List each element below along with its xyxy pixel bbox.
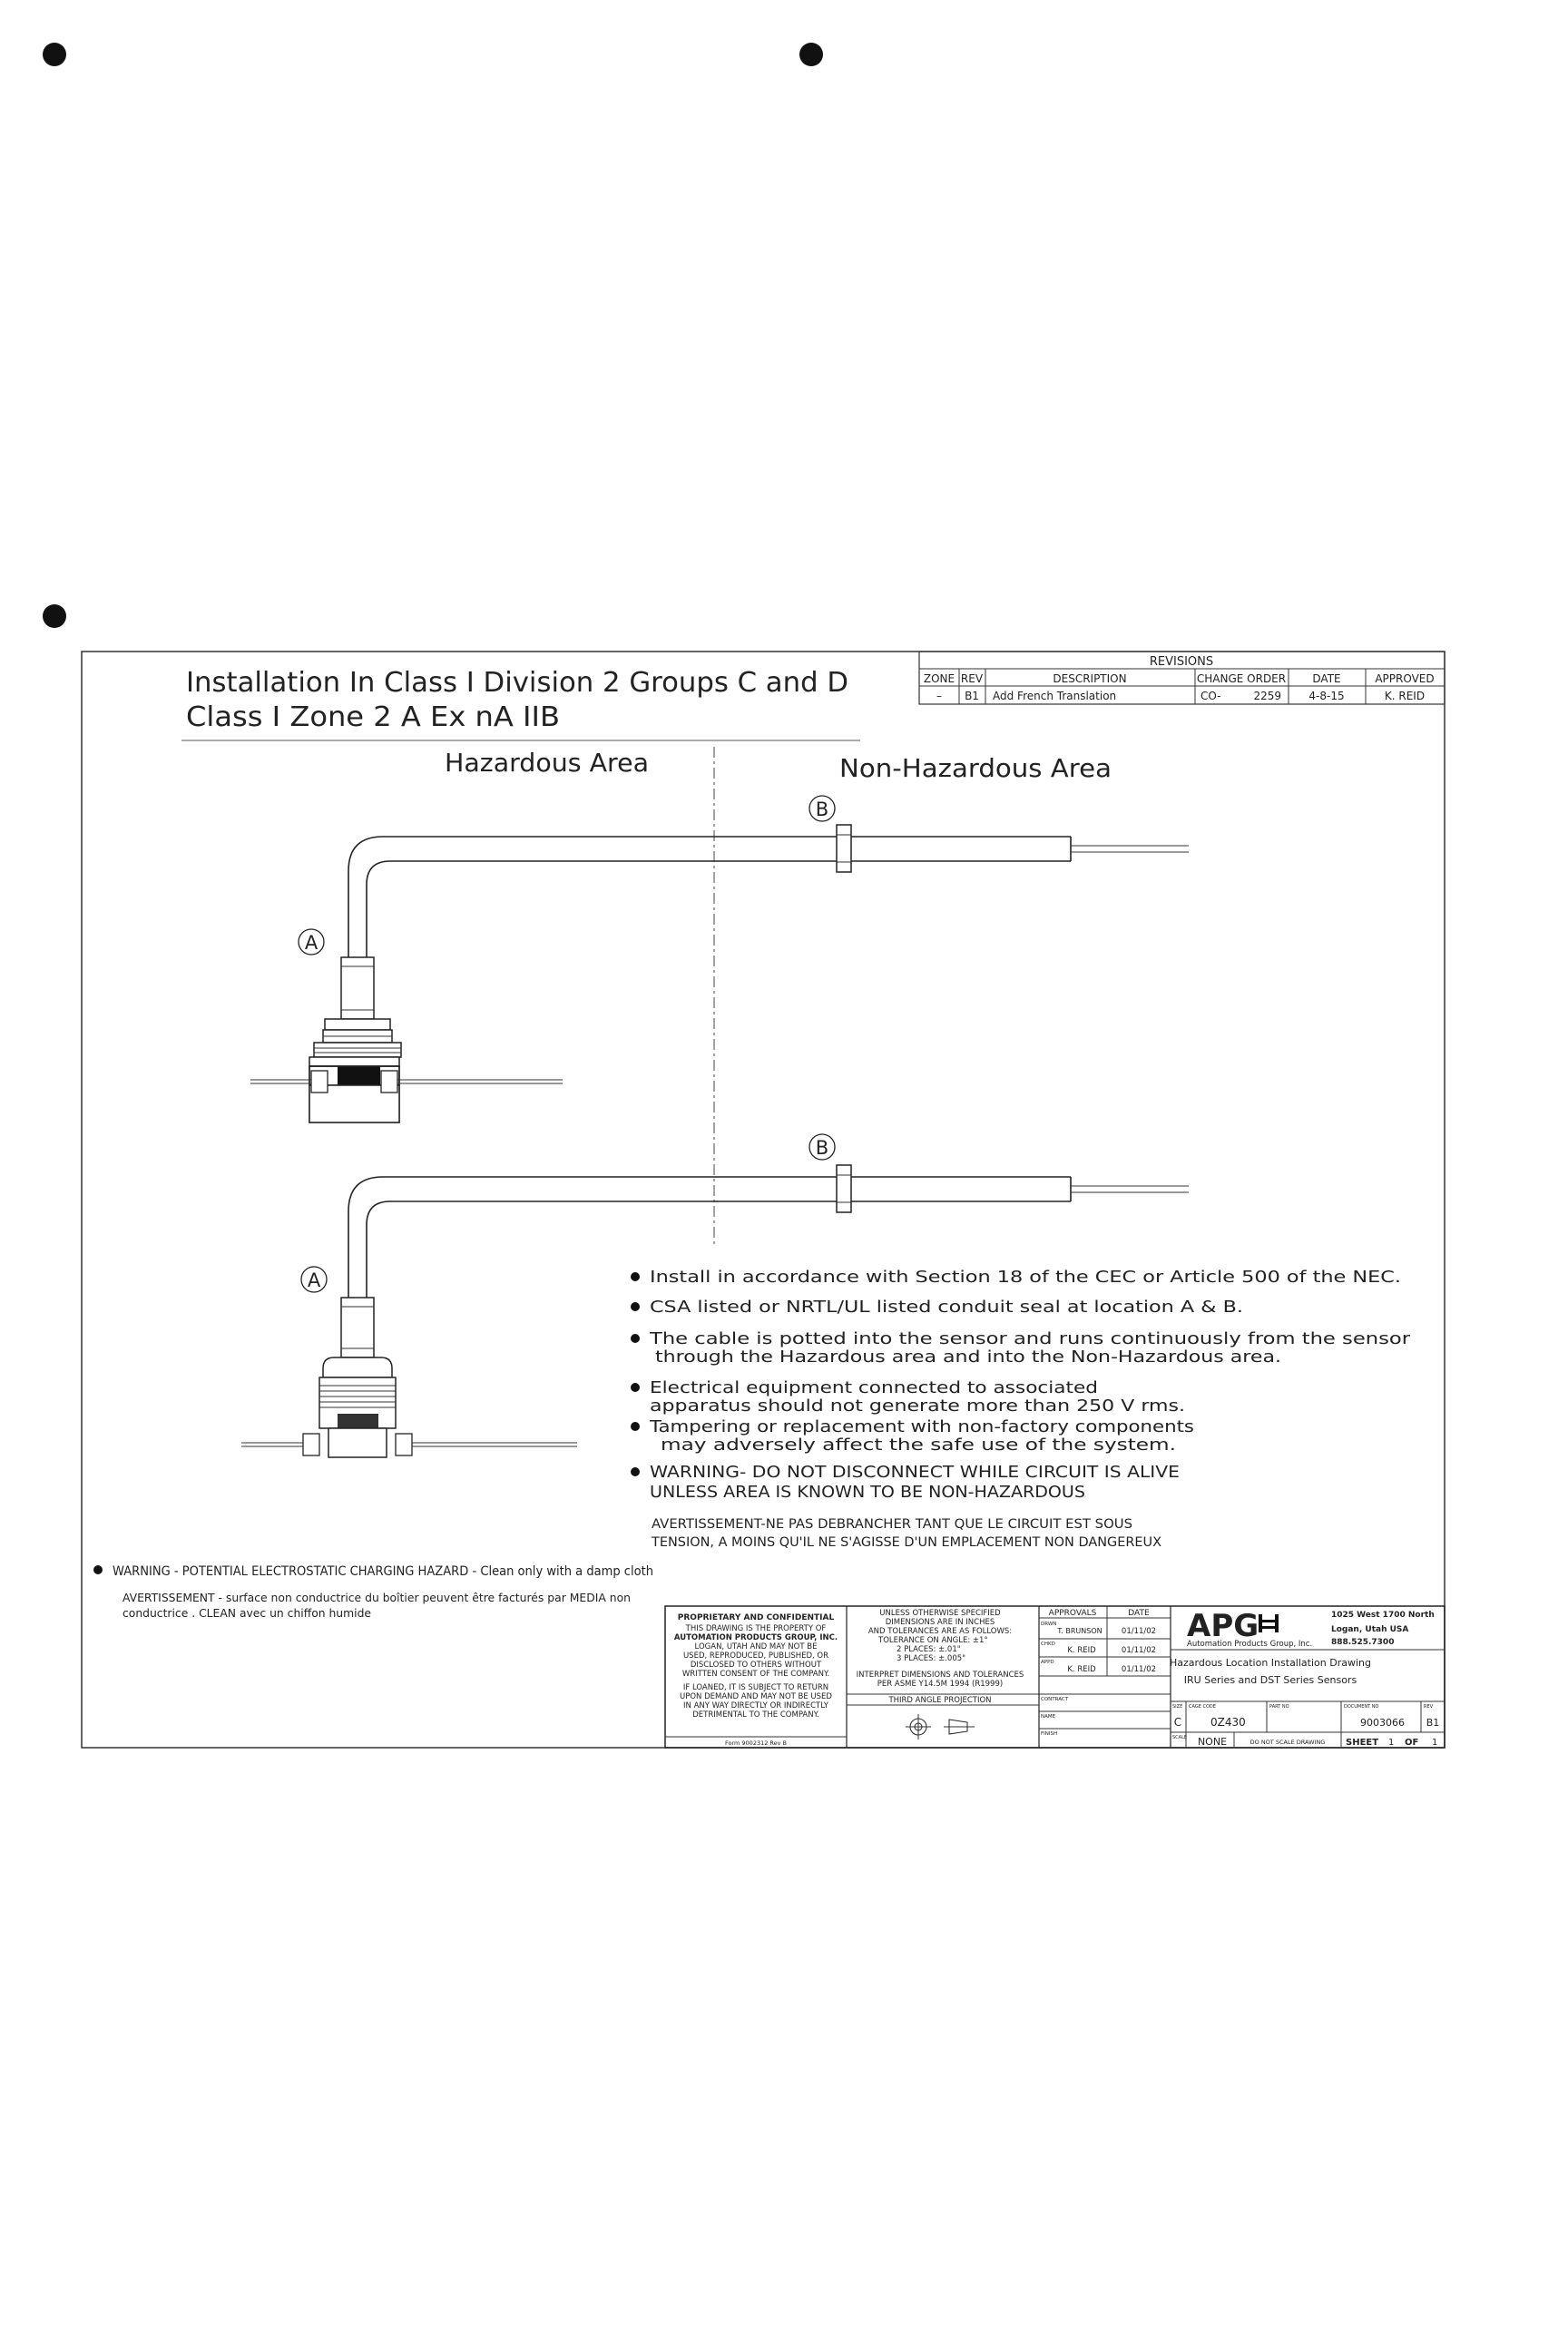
note-6-line1: WARNING- DO NOT DISCONNECT WHILE CIRCUIT IS ALIVE: [650, 1463, 1180, 1482]
marker-a-lower: A: [307, 1269, 321, 1291]
company-address2: Logan, Utah USA: [1331, 1625, 1409, 1634]
drawn-role: DRWN: [1041, 1622, 1057, 1627]
scale-label: SCALE: [1172, 1735, 1188, 1740]
drawing-title-line1: Hazardous Location Installation Drawing: [1170, 1657, 1371, 1669]
proprietary-line-5: DISCLOSED TO OTHERS WITHOUT: [690, 1661, 822, 1670]
tolerance-line-1: UNLESS OTHERWISE SPECIFIED: [879, 1609, 1001, 1618]
doc-label: DOCUMENT NO: [1344, 1704, 1379, 1710]
cage-label: CAGE CODE: [1189, 1704, 1216, 1710]
part-label: PART NO: [1269, 1704, 1289, 1710]
proprietary-line-2: AUTOMATION PRODUCTS GROUP, INC.: [673, 1633, 838, 1642]
approvals-date-header: DATE: [1128, 1609, 1150, 1618]
approved-name: K. REID: [1067, 1665, 1096, 1674]
rev-header-approved: APPROVED: [1375, 672, 1435, 685]
form-number: Form 9002312 Rev B: [724, 1740, 788, 1747]
contract-label: CONTRACT: [1041, 1697, 1069, 1702]
third-angle-projection: THIRD ANGLE PROJECTION: [888, 1696, 992, 1705]
checked-name: K. REID: [1067, 1646, 1096, 1655]
rev-date: 4-8-15: [1308, 690, 1345, 702]
note-4-line2: apparatus should not generate more than 250 V rms.: [650, 1396, 1185, 1416]
proprietary-line-8: UPON DEMAND AND MAY NOT BE USED: [680, 1692, 832, 1701]
of-label: OF: [1405, 1738, 1419, 1748]
svg-text:APG: APG: [1187, 1608, 1259, 1644]
installation-notes: [631, 1268, 1411, 1550]
cage-value: 0Z430: [1210, 1716, 1246, 1729]
rev-rev: B1: [965, 690, 979, 702]
proprietary-line-10: DETRIMENTAL TO THE COMPANY.: [692, 1710, 819, 1720]
proprietary-line-7: IF LOANED, IT IS SUBJECT TO RETURN: [682, 1683, 829, 1692]
do-not-scale: DO NOT SCALE DRAWING: [1250, 1739, 1326, 1746]
approved-role: APPD: [1041, 1660, 1054, 1665]
note-5-line2: may adversely affect the safe use of the system.: [661, 1436, 1176, 1455]
company-address1: 1025 West 1700 North: [1331, 1611, 1435, 1620]
revisions-table: [919, 652, 1445, 704]
rev-change-order: CO-: [1200, 690, 1221, 702]
proprietary-line-9: IN ANY WAY DIRECTLY OR INDIRECTLY: [683, 1701, 828, 1710]
title-block: [665, 1606, 1445, 1748]
rev-approved: K. REID: [1384, 690, 1426, 702]
size-label: SIZE: [1172, 1704, 1183, 1710]
warning-fr-line1: AVERTISSEMENT - surface non conductrice du boîtier peuvent être facturés par MEDIA non: [122, 1592, 631, 1604]
note-3-line1: The cable is potted into the sensor and runs continuously from the sensor: [648, 1329, 1411, 1348]
tolerance-line-8: PER ASME Y14.5M 1994 (R1999): [877, 1680, 1004, 1689]
doc-value: 9003066: [1360, 1717, 1405, 1729]
rev-zone: –: [936, 690, 942, 702]
rev-label: REV: [1424, 1704, 1434, 1710]
revisions-heading: REVISIONS: [1149, 655, 1214, 669]
proprietary-line-4: USED, REPRODUCED, PUBLISHED, OR: [682, 1651, 829, 1661]
upper-sensor-assembly: [250, 796, 1189, 1122]
note-6-line2: UNLESS AREA IS KNOWN TO BE NON-HAZARDOUS: [650, 1483, 1085, 1502]
proprietary-line-1: THIS DRAWING IS THE PROPERTY OF: [685, 1624, 827, 1633]
tolerance-line-3: AND TOLERANCES ARE AS FOLLOWS:: [867, 1627, 1013, 1636]
approvals-header: APPROVALS: [1048, 1609, 1097, 1618]
tolerance-line-4: TOLERANCE ON ANGLE: ±1°: [878, 1636, 988, 1645]
company-name: Automation Products Group, Inc.: [1187, 1640, 1313, 1649]
company-phone: 888.525.7300: [1331, 1638, 1395, 1647]
marker-b-lower: B: [815, 1137, 829, 1159]
finish-label: FINISH: [1041, 1731, 1058, 1737]
tolerance-line-6: 3 PLACES: ±.005": [897, 1654, 966, 1663]
tolerance-line-7: INTERPRET DIMENSIONS AND TOLERANCES: [856, 1671, 1024, 1680]
drawing-heading-line2: Class I Zone 2 A Ex nA IIB: [186, 701, 560, 733]
note-6-fr-line2: TENSION, A MOINS QU'IL NE S'AGISSE D'UN EMPLACEMENT NON DANGEREUX: [650, 1535, 1162, 1550]
sheet-label: SHEET: [1346, 1738, 1379, 1748]
rev-header-description: DESCRIPTION: [1053, 672, 1127, 685]
apg-logo: [1187, 1608, 1312, 1649]
note-4-line1: Electrical equipment connected to associated: [650, 1378, 1098, 1397]
proprietary-heading: PROPRIETARY AND CONFIDENTIAL: [677, 1613, 835, 1622]
warning-main: WARNING - POTENTIAL ELECTROSTATIC CHARGING HAZARD - Clean only with a damp cloth: [113, 1564, 653, 1579]
note-1: Install in accordance with Section 18 of the CEC or Article 500 of the NEC.: [650, 1268, 1401, 1287]
note-5-line1: Tampering or replacement with non-factory components: [648, 1417, 1194, 1436]
drawn-name: T. BRUNSON: [1057, 1627, 1102, 1635]
checked-role: CHKD: [1041, 1642, 1055, 1647]
rev-header-date: DATE: [1312, 672, 1341, 685]
marker-b-upper: B: [815, 799, 829, 820]
rev-change-number: 2259: [1253, 690, 1281, 702]
of-value: 1: [1432, 1738, 1438, 1748]
rev-description: Add French Translation: [993, 690, 1117, 702]
marker-a-upper: A: [304, 932, 318, 954]
drawing-heading-line1: Installation In Class I Division 2 Groups C and D: [186, 667, 848, 699]
non-hazardous-area-label: Non-Hazardous Area: [839, 753, 1112, 783]
proprietary-line-3: LOGAN, UTAH AND MAY NOT BE: [694, 1642, 818, 1651]
name-label: NAME: [1041, 1714, 1056, 1720]
note-6-fr-line1: AVERTISSEMENT-NE PAS DEBRANCHER TANT QUE LE CIRCUIT EST SOUS: [652, 1517, 1133, 1532]
third-angle-projection-symbol: [906, 1714, 975, 1740]
rev-value: B1: [1426, 1717, 1440, 1729]
size-value: C: [1173, 1716, 1182, 1729]
tolerance-line-5: 2 PLACES: ±.01": [897, 1645, 961, 1654]
tolerance-line-2: DIMENSIONS ARE IN INCHES: [885, 1618, 995, 1627]
rev-header-zone: ZONE: [923, 672, 956, 685]
note-3-line2: through the Hazardous area and into the Non-Hazardous area.: [655, 1348, 1281, 1367]
sheet-value: 1: [1388, 1738, 1395, 1748]
drawing-title-line2: IRU Series and DST Series Sensors: [1183, 1674, 1357, 1686]
electrostatic-warning: [93, 1564, 653, 1620]
rev-header-change-order: CHANGE ORDER: [1196, 672, 1287, 685]
approved-date: 01/11/02: [1121, 1665, 1157, 1674]
warning-fr-line2: conductrice . CLEAN avec un chiffon humide: [122, 1607, 371, 1620]
checked-date: 01/11/02: [1121, 1646, 1157, 1655]
note-2: CSA listed or NRTL/UL listed conduit seal at location A & B.: [650, 1298, 1243, 1317]
rev-header-rev: REV: [960, 672, 984, 685]
drawn-date: 01/11/02: [1121, 1627, 1157, 1636]
hazardous-area-label: Hazardous Area: [445, 748, 649, 778]
drawing-border: [82, 652, 1445, 1748]
proprietary-line-6: WRITTEN CONSENT OF THE COMPANY.: [681, 1670, 830, 1679]
scale-value: NONE: [1197, 1736, 1228, 1748]
